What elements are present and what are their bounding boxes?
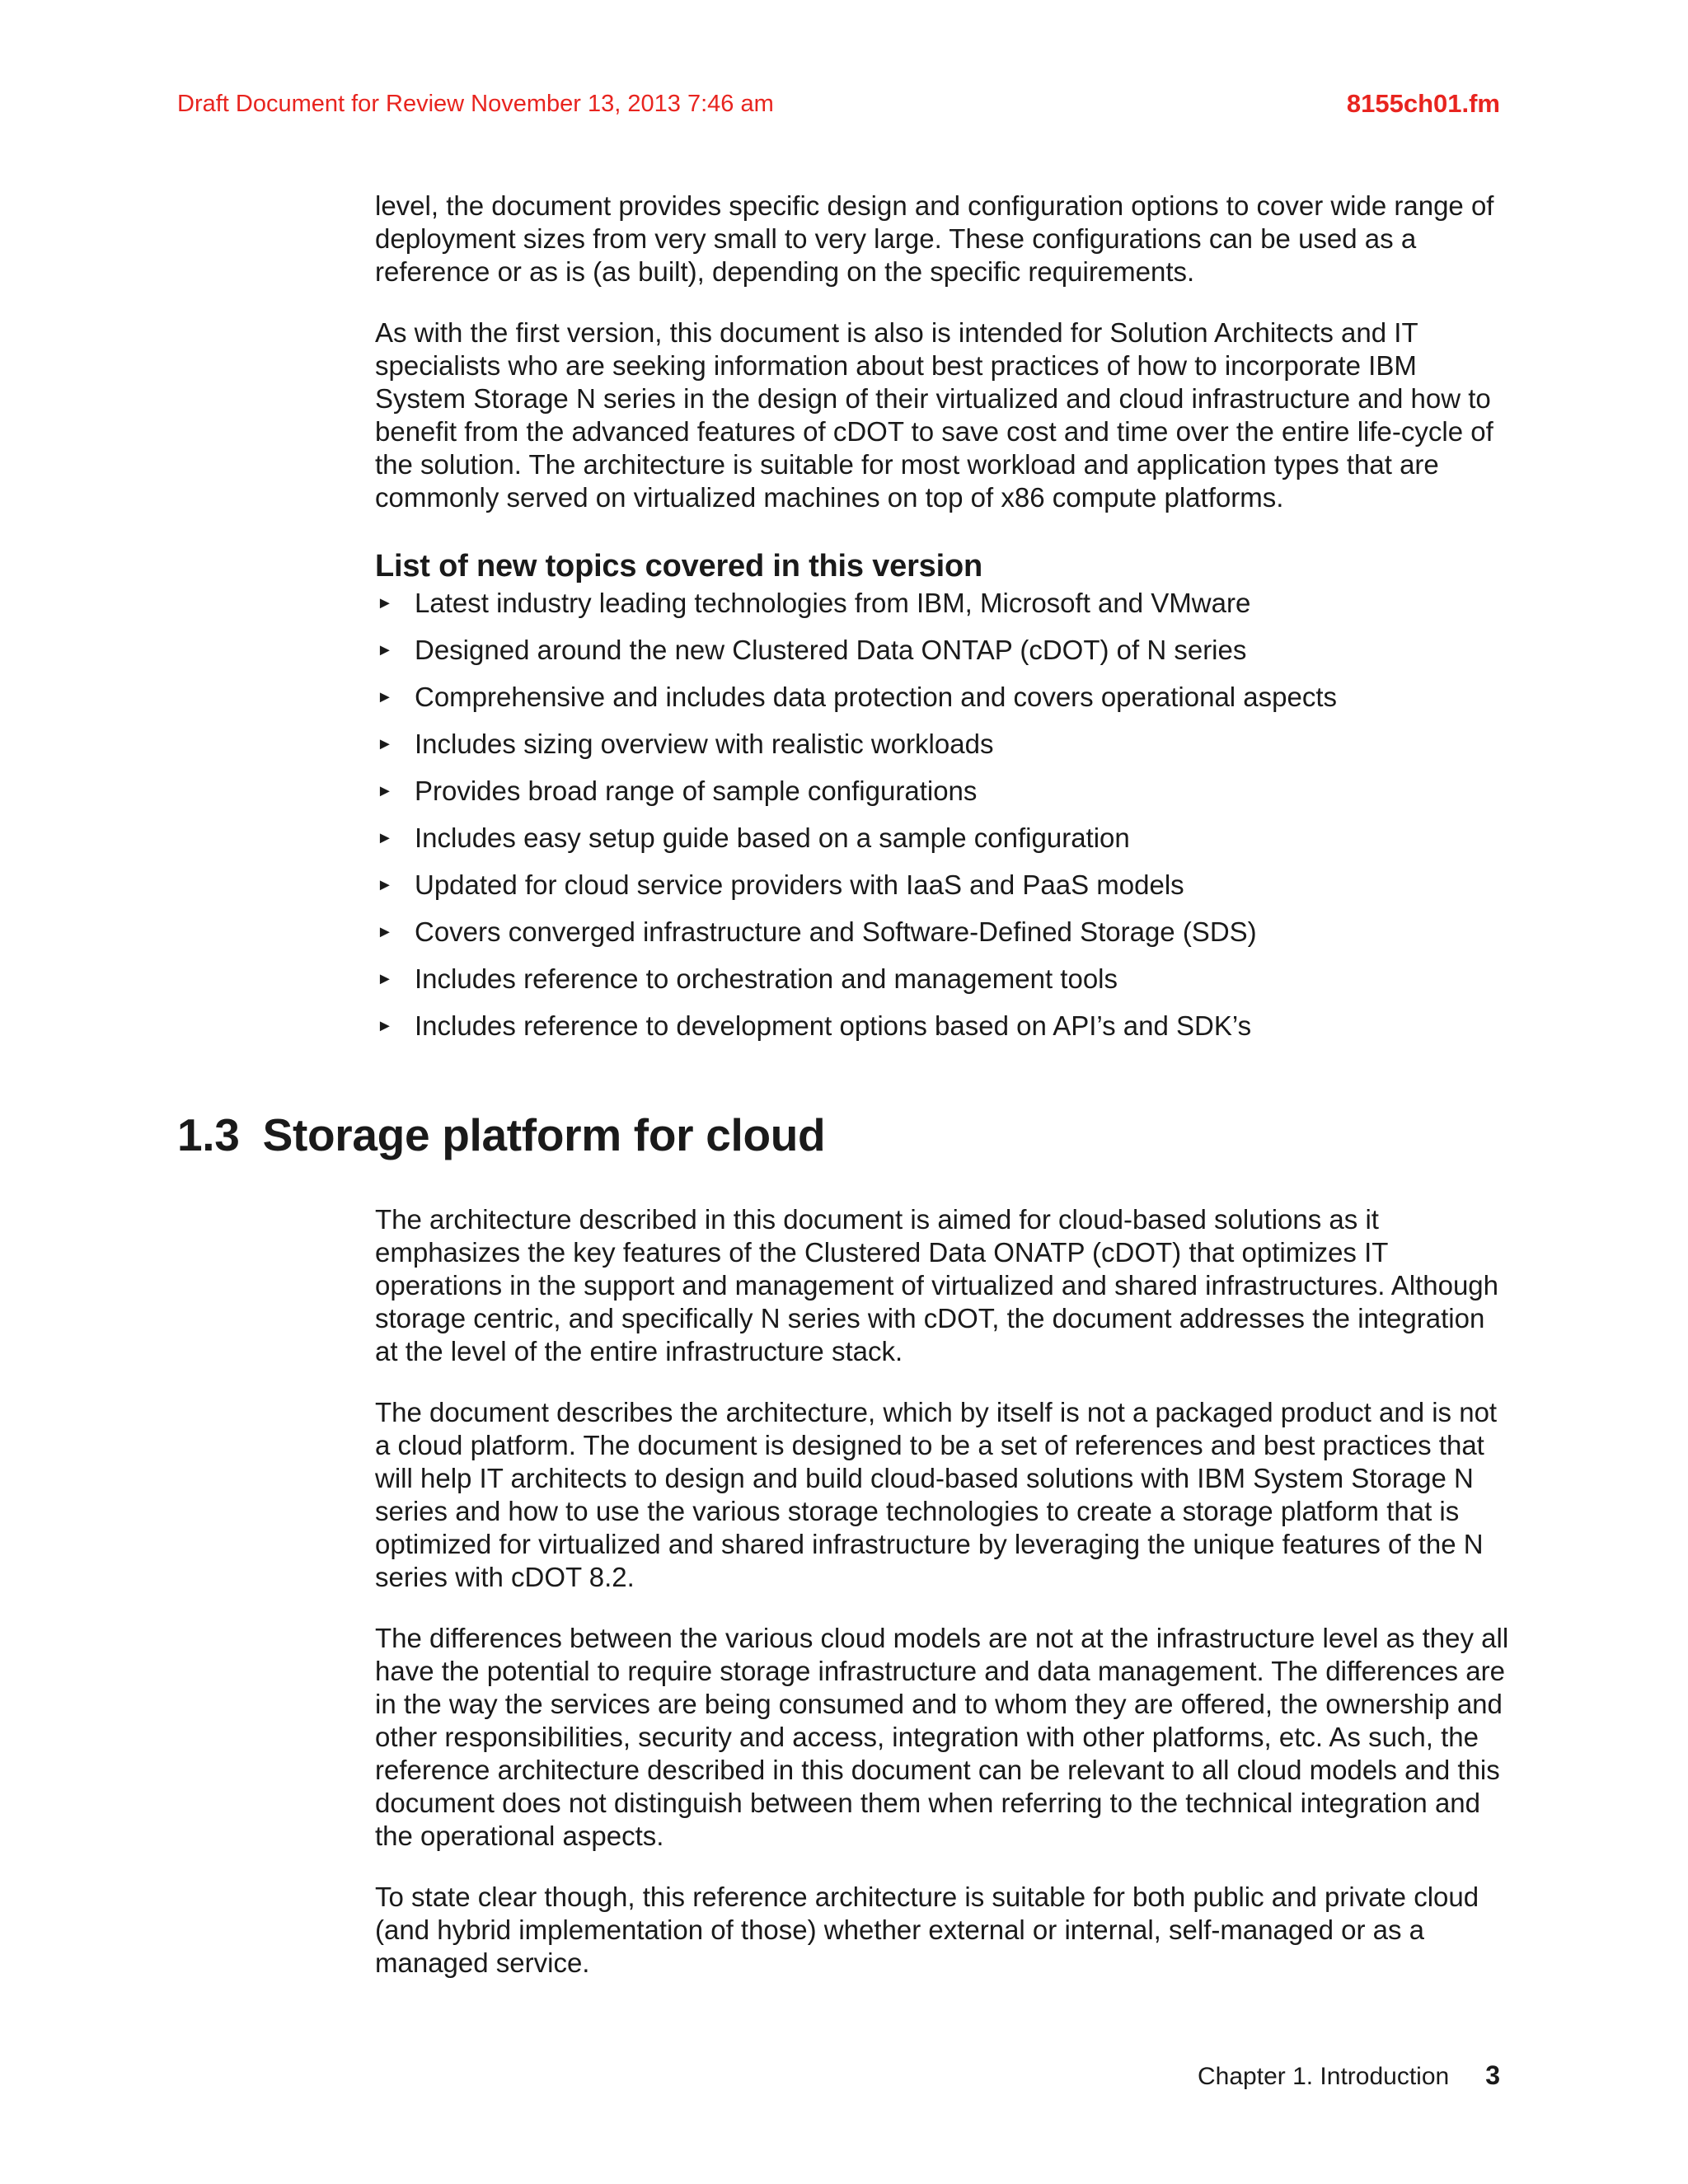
list-item-text: Includes reference to development options based on API’s and SDK’s <box>415 1010 1252 1041</box>
section-paragraph-3: The differences between the various cloud models are not at the infrastructure level as they all have the potential to require storage infrastructure and data management. The differences are in the way the services are being consumed and to whom they are offered, the ownership and other responsibilities, security and access, integration with other platforms, etc. As such, the reference architecture described in this document can be relevant to all cloud models and this document does not distinguish between them when referring to the technical integration and the operational aspects. <box>375 1623 1509 1851</box>
section-heading <box>177 1108 825 1161</box>
section-body <box>375 1203 1512 2008</box>
list-item <box>375 587 1512 634</box>
list-item-text: Updated for cloud service providers with IaaS and PaaS models <box>415 869 1184 900</box>
intro-paragraph-2: As with the first version, this document is also is intended for Solution Architects and IT specialists who are seeking information about best practices of how to incorporate IBM System Storage N series in the design of their virtualized and cloud infrastructure and how to benefit from the advanced features of cDOT to save cost and time over the entire life-cycle of the solution. The architecture is suitable for most workload and application types that are commonly served on virtualized machines on top of x86 compute platforms. <box>375 317 1493 513</box>
section-paragraph-2: The document describes the architecture, which by itself is not a packaged product and is not a cloud platform. The document is designed to be a set of references and best practices that will help IT architects to design and build cloud-based solutions with IBM System Storage N series and how to use the various storage technologies to create a storage platform that is optimized for virtualized and shared infrastructure by leveraging the unique features of the N series with cDOT 8.2. <box>375 1397 1498 1592</box>
section-title: Storage platform for cloud <box>262 1109 826 1160</box>
bullet-triangle-icon: ► <box>377 688 393 706</box>
list-item-text: Provides broad range of sample configurations <box>415 776 978 806</box>
list-item <box>375 728 1512 775</box>
list-item <box>375 963 1512 1010</box>
bullet-triangle-icon: ► <box>377 594 393 612</box>
draft-notice: Draft Document for Review November 13, 2013 7:46 am <box>177 91 774 117</box>
section-paragraph-1: The architecture described in this document is aimed for cloud-based solutions as it emphasizes the key features of the Clustered Data ONATP (cDOT) that optimizes IT operations in the support and management of virtualized and shared infrastructures. Although storage centric, and specifically N series with cDOT, the document addresses the integration at the level of the entire infrastructure stack. <box>375 1204 1499 1366</box>
page-number: 3 <box>1485 2060 1500 2090</box>
topics-list <box>375 587 1512 1057</box>
list-item <box>375 775 1512 822</box>
section-paragraph-4: To state clear though, this reference architecture is suitable for both public and private cloud (and hybrid implementation of those) whether external or internal, self-managed or as a managed service. <box>375 1882 1479 1978</box>
bullet-triangle-icon: ► <box>377 876 393 894</box>
bullet-triangle-icon: ► <box>377 970 393 988</box>
list-item-text: Covers converged infrastructure and Software-Defined Storage (SDS) <box>415 916 1257 947</box>
section-number: 1.3 <box>177 1109 240 1160</box>
bullet-triangle-icon: ► <box>377 1017 393 1035</box>
list-item-text: Designed around the new Clustered Data ONTAP (cDOT) of N series <box>415 635 1247 665</box>
list-item-text: Comprehensive and includes data protection and covers operational aspects <box>415 682 1338 712</box>
list-item-text: Latest industry leading technologies from IBM, Microsoft and VMware <box>415 588 1251 618</box>
list-item <box>375 681 1512 728</box>
list-item <box>375 916 1512 963</box>
list-item <box>375 1010 1512 1057</box>
list-item <box>375 869 1512 916</box>
topics-heading: List of new topics covered in this version <box>375 549 982 583</box>
bullet-triangle-icon: ► <box>377 782 393 800</box>
bullet-triangle-icon: ► <box>377 829 393 847</box>
file-name: 8155ch01.fm <box>1346 89 1500 118</box>
intro-paragraph-1: level, the document provides specific design and configuration options to cover wide range of deployment sizes from very small to very large. These configurations can be used as a reference or as is (as built), depending on the specific requirements. <box>375 190 1494 287</box>
list-item-text: Includes easy setup guide based on a sample configuration <box>415 823 1130 853</box>
bullet-triangle-icon: ► <box>377 923 393 941</box>
bullet-triangle-icon: ► <box>377 641 393 659</box>
list-item <box>375 634 1512 681</box>
page-footer <box>1198 2060 1500 2091</box>
topics-block <box>375 547 1512 1057</box>
list-item-text: Includes reference to orchestration and management tools <box>415 963 1118 994</box>
bullet-triangle-icon: ► <box>377 735 393 753</box>
list-item-text: Includes sizing overview with realistic workloads <box>415 729 994 759</box>
chapter-label: Chapter 1. Introduction <box>1198 2063 1450 2090</box>
intro-block <box>375 190 1512 542</box>
list-item <box>375 822 1512 869</box>
